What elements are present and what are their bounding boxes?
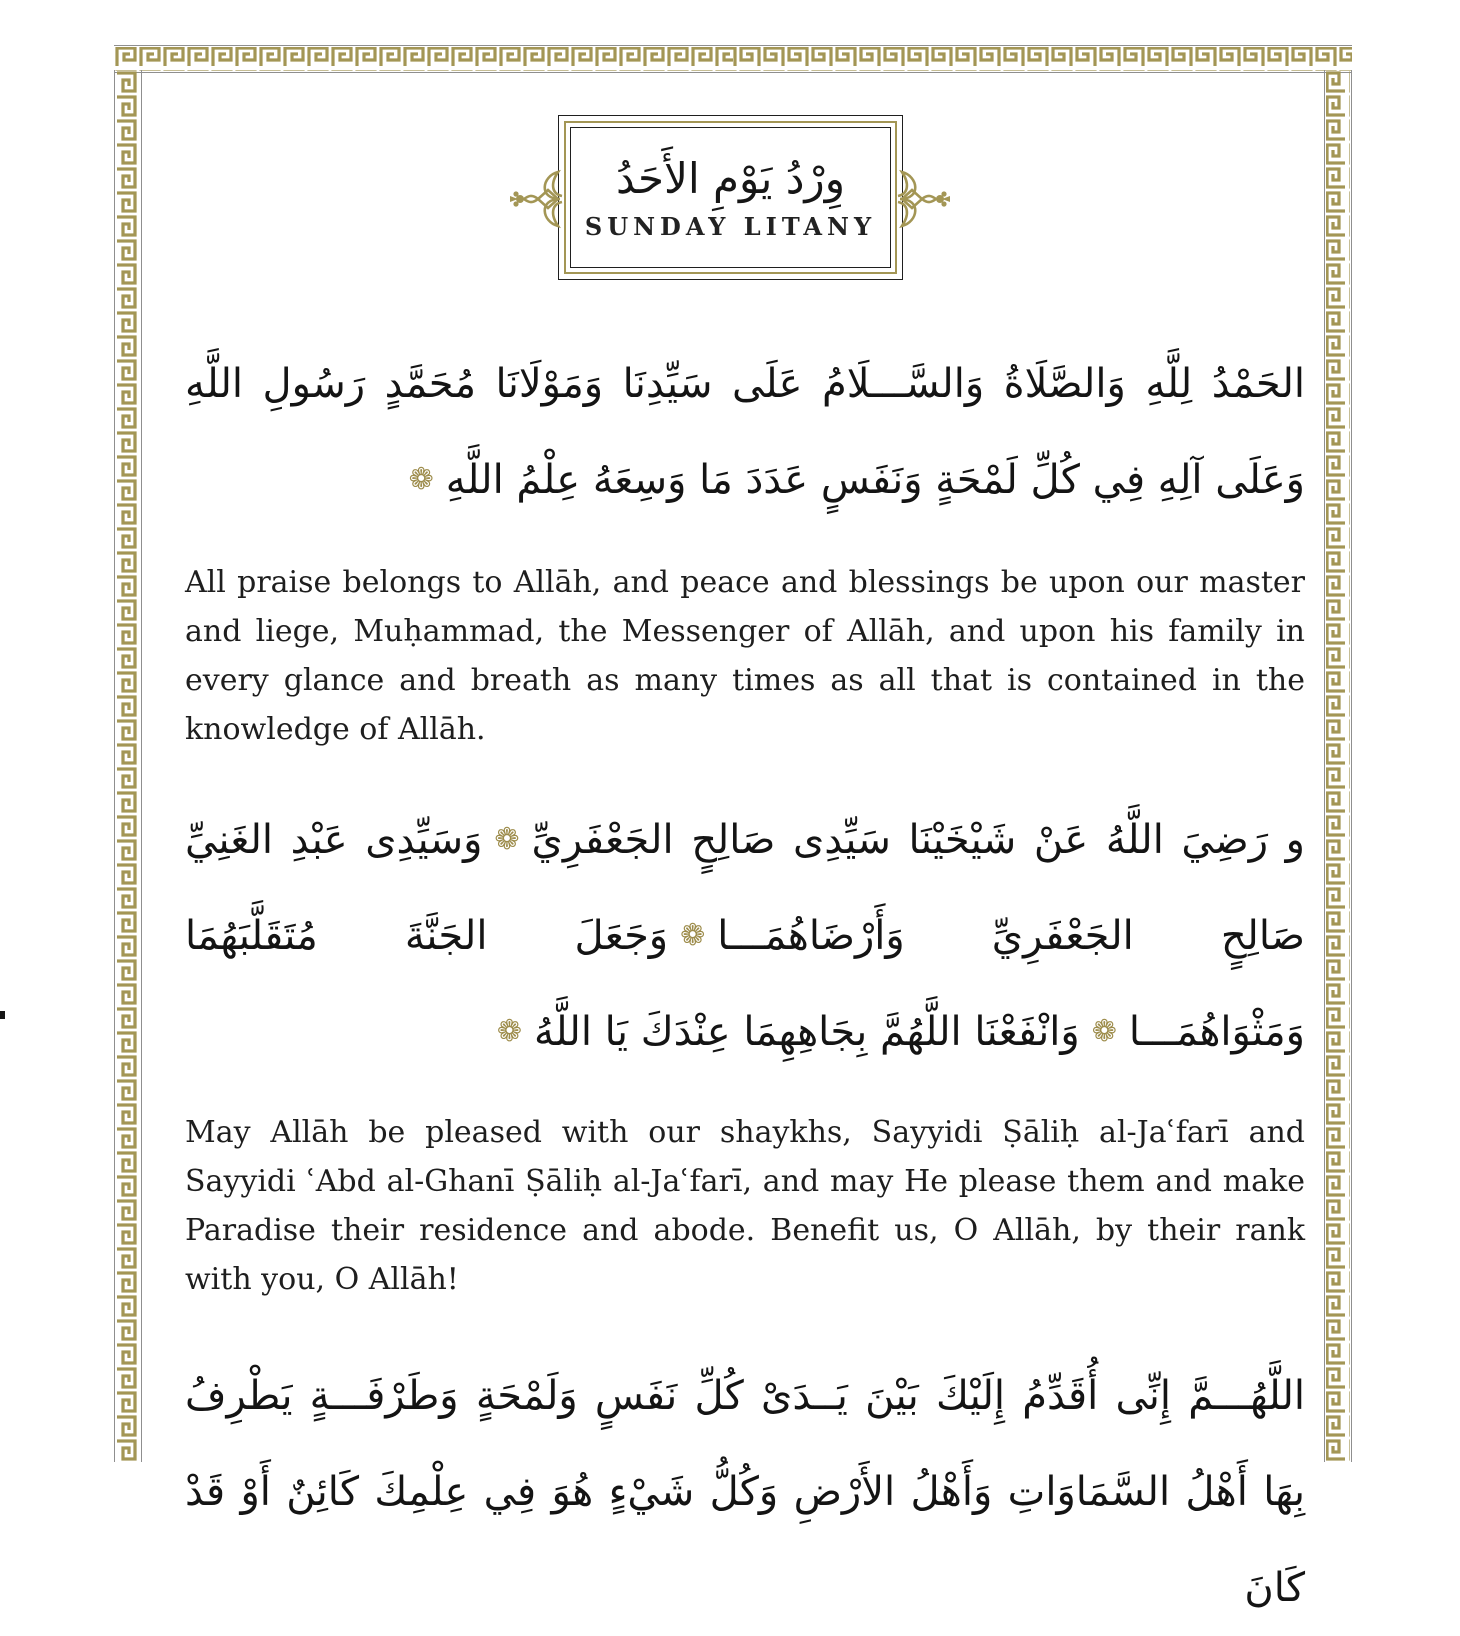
title-arabic: وِرْدُ يَوْمِ الأَحَدُ [616,153,845,203]
rosette-icon: ❁ [496,1014,522,1049]
rosette-icon: ❁ [680,918,706,953]
flourish-icon [896,168,952,230]
page-border-top [114,45,1352,73]
arabic-text: وَسَيِّدِى عَبْدِ الغَنِيِّ صَالِحٍ الجَعْفَرِيِّ وَأَرْضَاهُمَـــا [185,817,1305,959]
title-cartouche [558,115,903,280]
rosette-icon: ❁ [494,822,520,857]
english-paragraph-1: All praise belongs to Allāh, and peace and blessings be upon our master and liege, Muḥammad, the Messenger of Allāh, and upon his family in every glance and breath as many times as all that is contained in the knowledge of Allāh. [185,565,1305,747]
title-cartouche-inner-rule [570,127,891,268]
flourish-icon [508,168,564,230]
page-border-left [114,70,142,1462]
arabic-text: وَجَعَلَ الجَنَّةَ مُتَقَلَّبَهُمَا وَمَثْوَاهُمَـــا [185,913,1305,1055]
arabic-block-3: اللَّهُـــمَّ إِنِّى أُقَدِّمُ إِلَيْكَ بَيْنَ يَــدَىْ كُلِّ نَفَسٍ وَلَمْحَةٍ وَطَرْفَـــةٍ يَطْرِفُ بِهَا أَهْلُ السَّمَاوَاتِ وَأَهْلُ الأَرْضِ وَكُلُّ شَيْءٍ هُوَ فِي عِلْمِكَ كَائِنٌ أَوْ قَدْ كَانَ [185,1373,1305,1611]
rosette-icon: ❁ [1091,1014,1117,1049]
arabic-text: الحَمْدُ لِلَّهِ وَالصَّلَاةُ وَالسَّـــلَامُ عَلَى سَيِّدِنَا وَمَوْلَانَا مُحَمَّدٍ رَسُولِ اللَّهِ وَعَلَى آلِهِ فِي كُلِّ لَمْحَةٍ وَنَفَسٍ عَدَدَ مَا وَسِعَهُ عِلْمُ اللَّهِ [185,361,1305,503]
arabic-text: و رَضِيَ اللَّهُ عَنْ شَيْخَيْنَا سَيِّدِى صَالِحٍ الجَعْفَرِيِّ [531,817,1306,863]
page-border-right [1324,70,1352,1462]
print-artifact-mark [0,1011,5,1019]
title-cartouche-gold-rule [564,121,897,274]
page-title: SUNDAY LITANY [584,212,877,242]
arabic-block-1 [185,336,1305,528]
arabic-text: وَانْفَعْنَا اللَّهُمَّ بِجَاهِهِمَا عِنْدَكَ يَا اللَّهُ [533,1009,1080,1055]
rosette-icon: ❁ [408,462,434,497]
arabic-block-2 [185,792,1305,1080]
english-paragraph-2: May Allāh be pleased with our shaykhs, Sayyidi Ṣāliḥ al-Jaʿfarī and Sayyidi ʿAbd al-Ghanī Ṣāliḥ al-Jaʿfarī, and may He please them and make Paradise their residence and abode. Benefit us, O Allāh, by their rank with you, O Allāh! [185,1115,1305,1297]
